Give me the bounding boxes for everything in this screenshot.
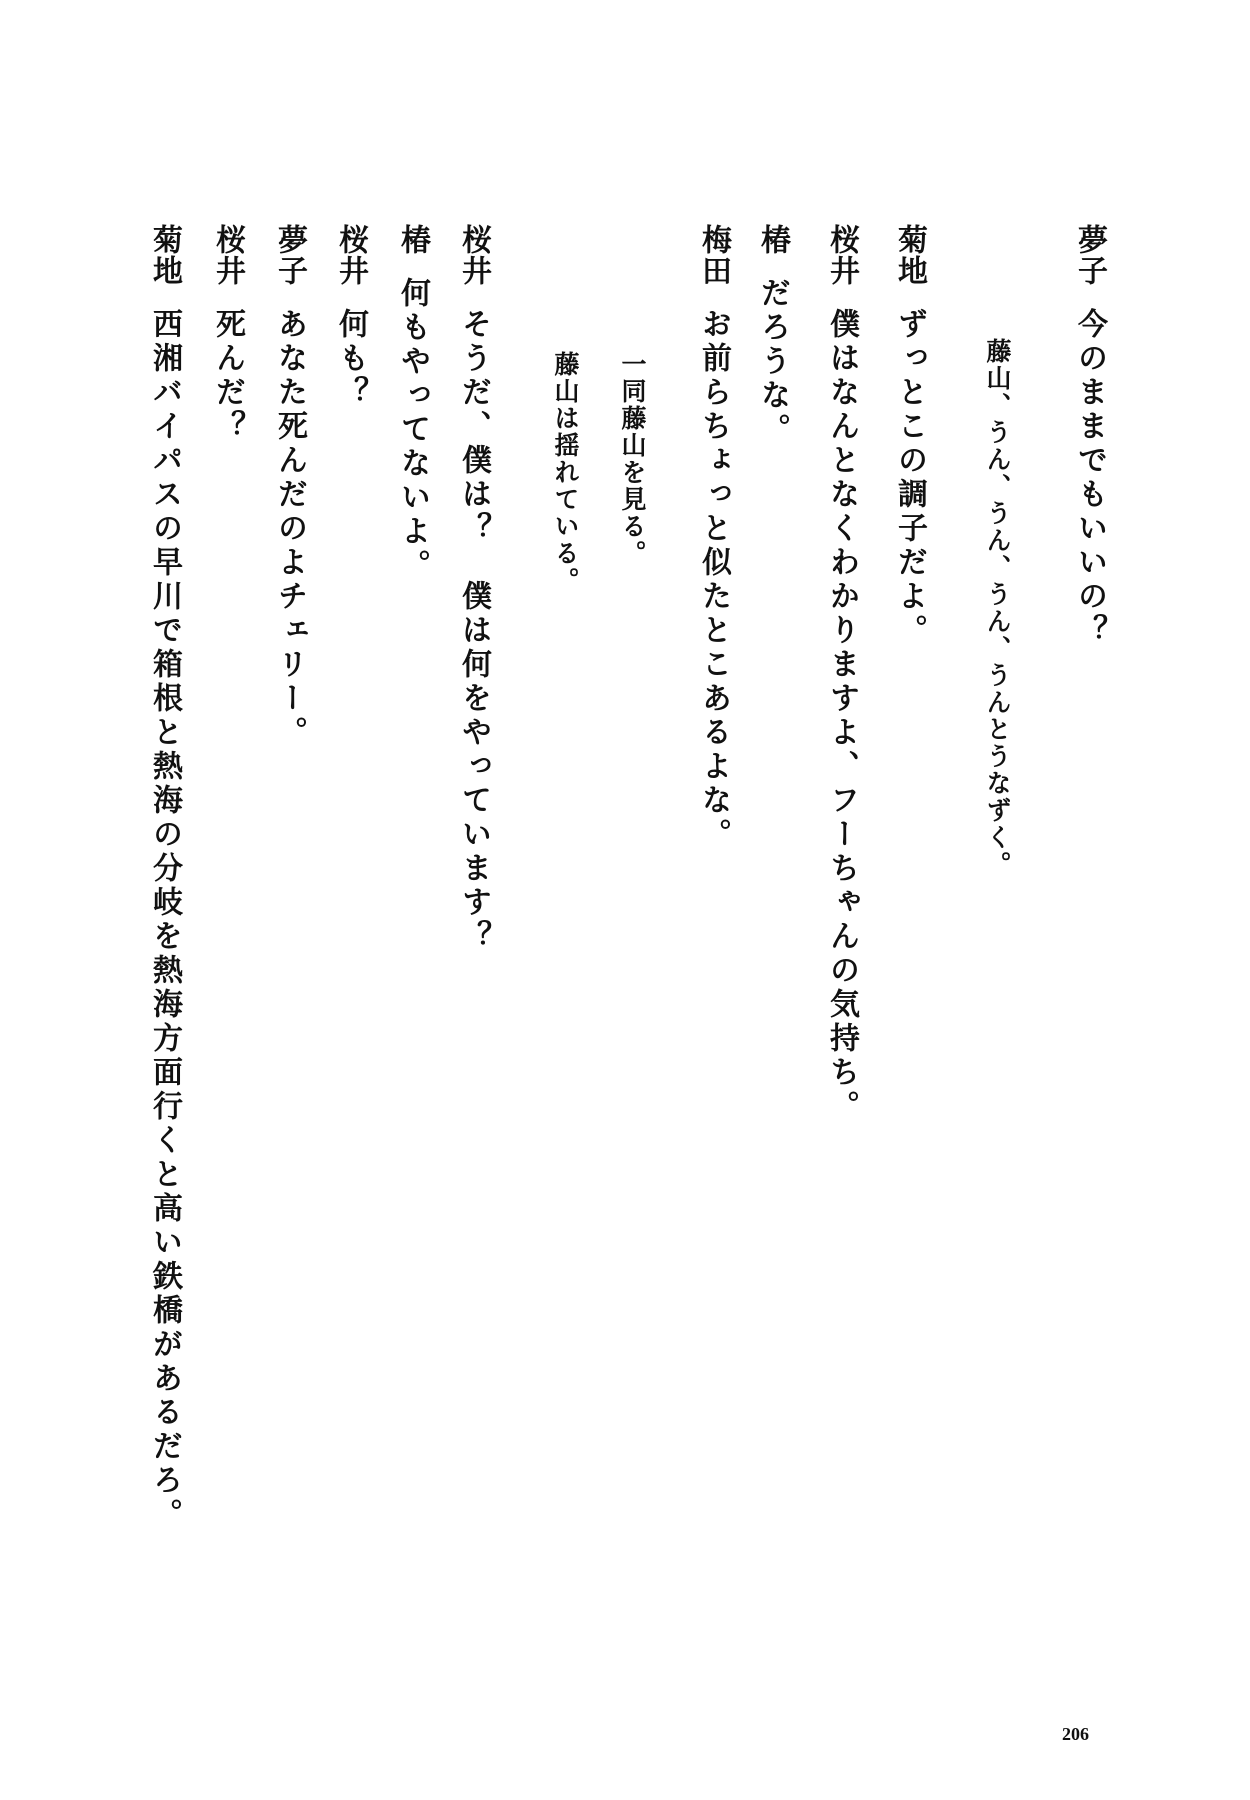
dialogue-line <box>696 224 731 852</box>
page-number: 206 <box>1062 1724 1089 1744</box>
speaker-name: 夢子 <box>1072 224 1107 286</box>
speaker-name: 椿 <box>755 224 790 255</box>
speaker-name: 桜井 <box>210 224 245 286</box>
speaker-name: 桜井 <box>333 224 368 286</box>
dialogue-text: ずっとこの調子だよ。 <box>892 308 927 648</box>
dialogue-text: 何も？ <box>333 308 368 410</box>
dialogue-text: 何もやってないよ。 <box>395 277 430 583</box>
speaker-name: 桜井 <box>456 224 491 286</box>
speaker-name: 梅田 <box>696 224 731 286</box>
speaker-name: 椿 <box>395 224 430 255</box>
dialogue-text: だろうな。 <box>755 277 790 447</box>
dialogue-line <box>1072 224 1107 648</box>
dialogue-text: 僕はなんとなくわかりますよ、フーちゃんの気持ち。 <box>824 308 859 1124</box>
speaker-name: 菊地 <box>147 224 182 286</box>
dialogue-text: 西湘バイパスの早川で箱根と熱海の分岐を熱海方面行くと高い鉄橋があるだろ。 <box>147 308 182 1532</box>
dialogue-line <box>333 224 368 410</box>
stage-direction: 藤山は揺れている。 <box>551 351 580 594</box>
dialogue-line <box>272 224 307 750</box>
dialogue-line <box>210 224 245 444</box>
dialogue-line <box>395 224 430 583</box>
speaker-name: 夢子 <box>272 224 307 286</box>
speaker-name: 桜井 <box>824 224 859 286</box>
dialogue-text: 今のままでもいいの？ <box>1072 308 1107 648</box>
dialogue-line <box>824 224 859 1124</box>
dialogue-line <box>147 224 182 1532</box>
speaker-name: 菊地 <box>892 224 927 286</box>
dialogue-line <box>755 224 790 447</box>
dialogue-text: そうだ、僕は？ 僕は何をやっています？ <box>456 308 491 954</box>
dialogue-text: 死んだ？ <box>210 308 245 444</box>
stage-direction: 一同藤山を見る。 <box>618 351 647 567</box>
dialogue-text: お前らちょっと似たとこあるよな。 <box>696 308 731 852</box>
dialogue-line <box>892 224 927 648</box>
stage-direction: 藤山、うん、うん、うん、うんとうなずく。 <box>983 338 1012 878</box>
dialogue-line <box>456 224 491 954</box>
dialogue-text: あなた死んだのよチェリー。 <box>272 308 307 750</box>
